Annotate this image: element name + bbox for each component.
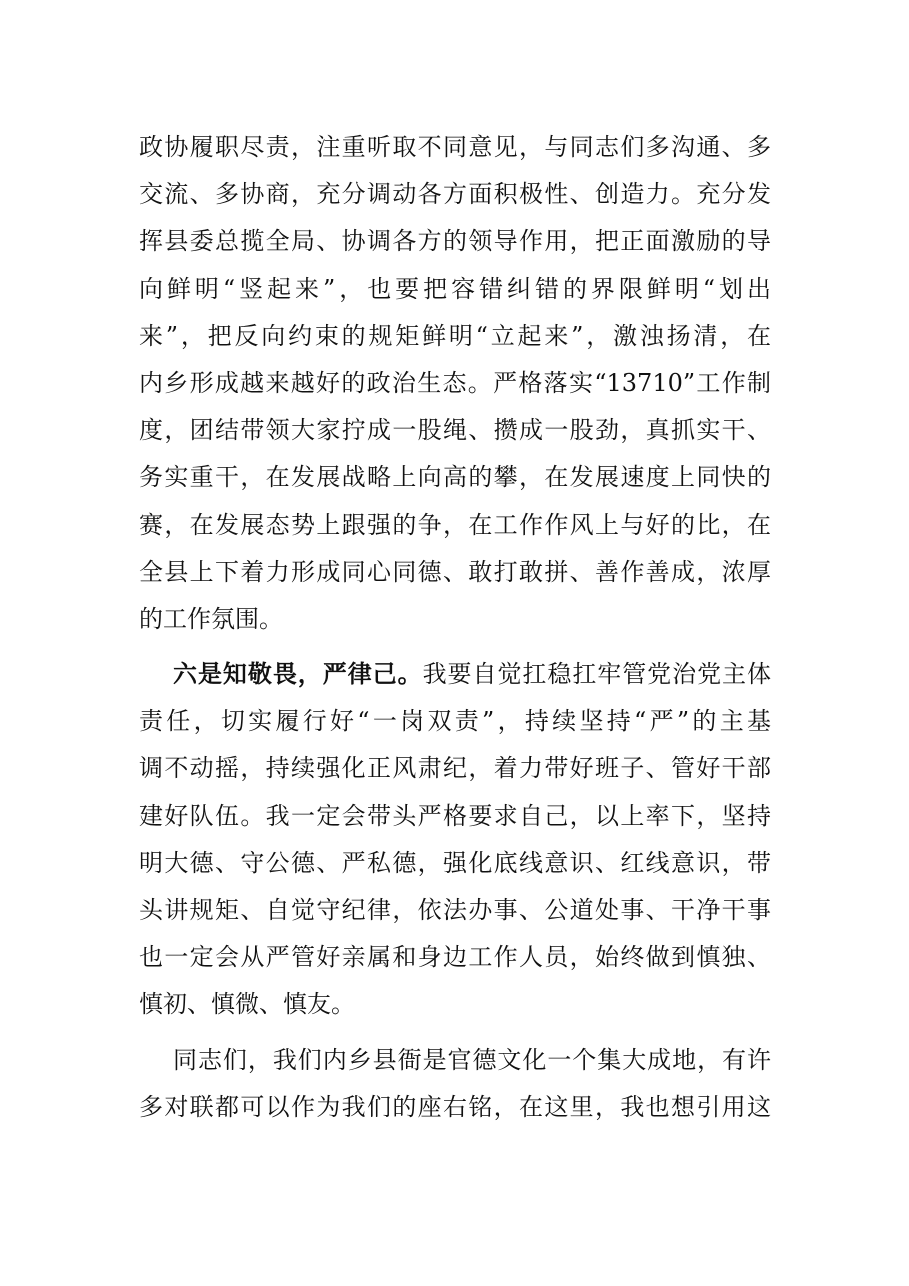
paragraph-gap <box>139 643 771 651</box>
text-line: 赛，在发展态势上跟强的争，在工作作风上与好的比，在 <box>139 510 771 539</box>
text-line: 内乡形成越来越好的政治生态。严格落实“13710”工作制 <box>139 368 771 397</box>
text-line: 挥县委总揽全局、协调各方的领导作用，把正面激励的导 <box>139 227 771 256</box>
text-span: 我要自觉扛稳扛牢管党治党主体 <box>422 660 771 689</box>
text-line: 向鲜明“竖起来”，也要把容错纠错的界限鲜明“划出 <box>139 274 771 303</box>
text-line: 头讲规矩、自觉守纪律，依法办事、公道处事、干净干事 <box>139 896 771 924</box>
text-line: 明大德、守公德、严私德，强化底线意识、红线意识，带 <box>139 848 771 877</box>
text-line: 政协履职尽责，注重听取不同意见，与同志们多沟通、多 <box>139 133 771 161</box>
document-body <box>139 124 771 1131</box>
text-line: 交流、多协商，充分调动各方面积极性、创造力。充分发 <box>139 180 771 209</box>
text-line: 同志们，我们内乡县衙是官德文化一个集大成地，有许 <box>173 1045 771 1074</box>
text-line: 度，团结带领大家拧成一股绳、攒成一股劲，真抓实干、 <box>139 416 771 445</box>
paragraph-gap <box>139 1029 771 1037</box>
text-line: 责任，切实履行好“一岗双责”，持续坚持“严”的主基 <box>139 707 771 736</box>
text-line <box>139 651 771 698</box>
text-line: 的工作氛围。 <box>139 604 283 633</box>
text-line: 调不动摇，持续强化正风肃纪，着力带好班子、管好干部 <box>139 754 771 783</box>
text-line: 多对联都可以作为我们的座右铭，在这里，我也想引用这 <box>139 1092 771 1121</box>
paragraph-1 <box>139 124 771 643</box>
section-heading: 六是知敬畏，严律己。 <box>173 660 423 689</box>
text-line: 也一定会从严管好亲属和身边工作人员，始终做到慎独、 <box>139 943 771 972</box>
paragraph-2 <box>139 651 771 1029</box>
paragraph-3 <box>139 1037 771 1131</box>
text-line: 来”，把反向约束的规矩鲜明“立起来”，激浊扬清，在 <box>139 321 771 350</box>
text-line: 全县上下着力形成同心同德、敢打敢拼、善作善成，浓厚 <box>139 557 771 586</box>
text-line: 慎初、慎微、慎友。 <box>139 990 355 1019</box>
text-line: 务实重干，在发展战略上向高的攀，在发展速度上同快的 <box>139 463 771 492</box>
text-line: 建好队伍。我一定会带头严格要求自己，以上率下，坚持 <box>139 801 771 830</box>
